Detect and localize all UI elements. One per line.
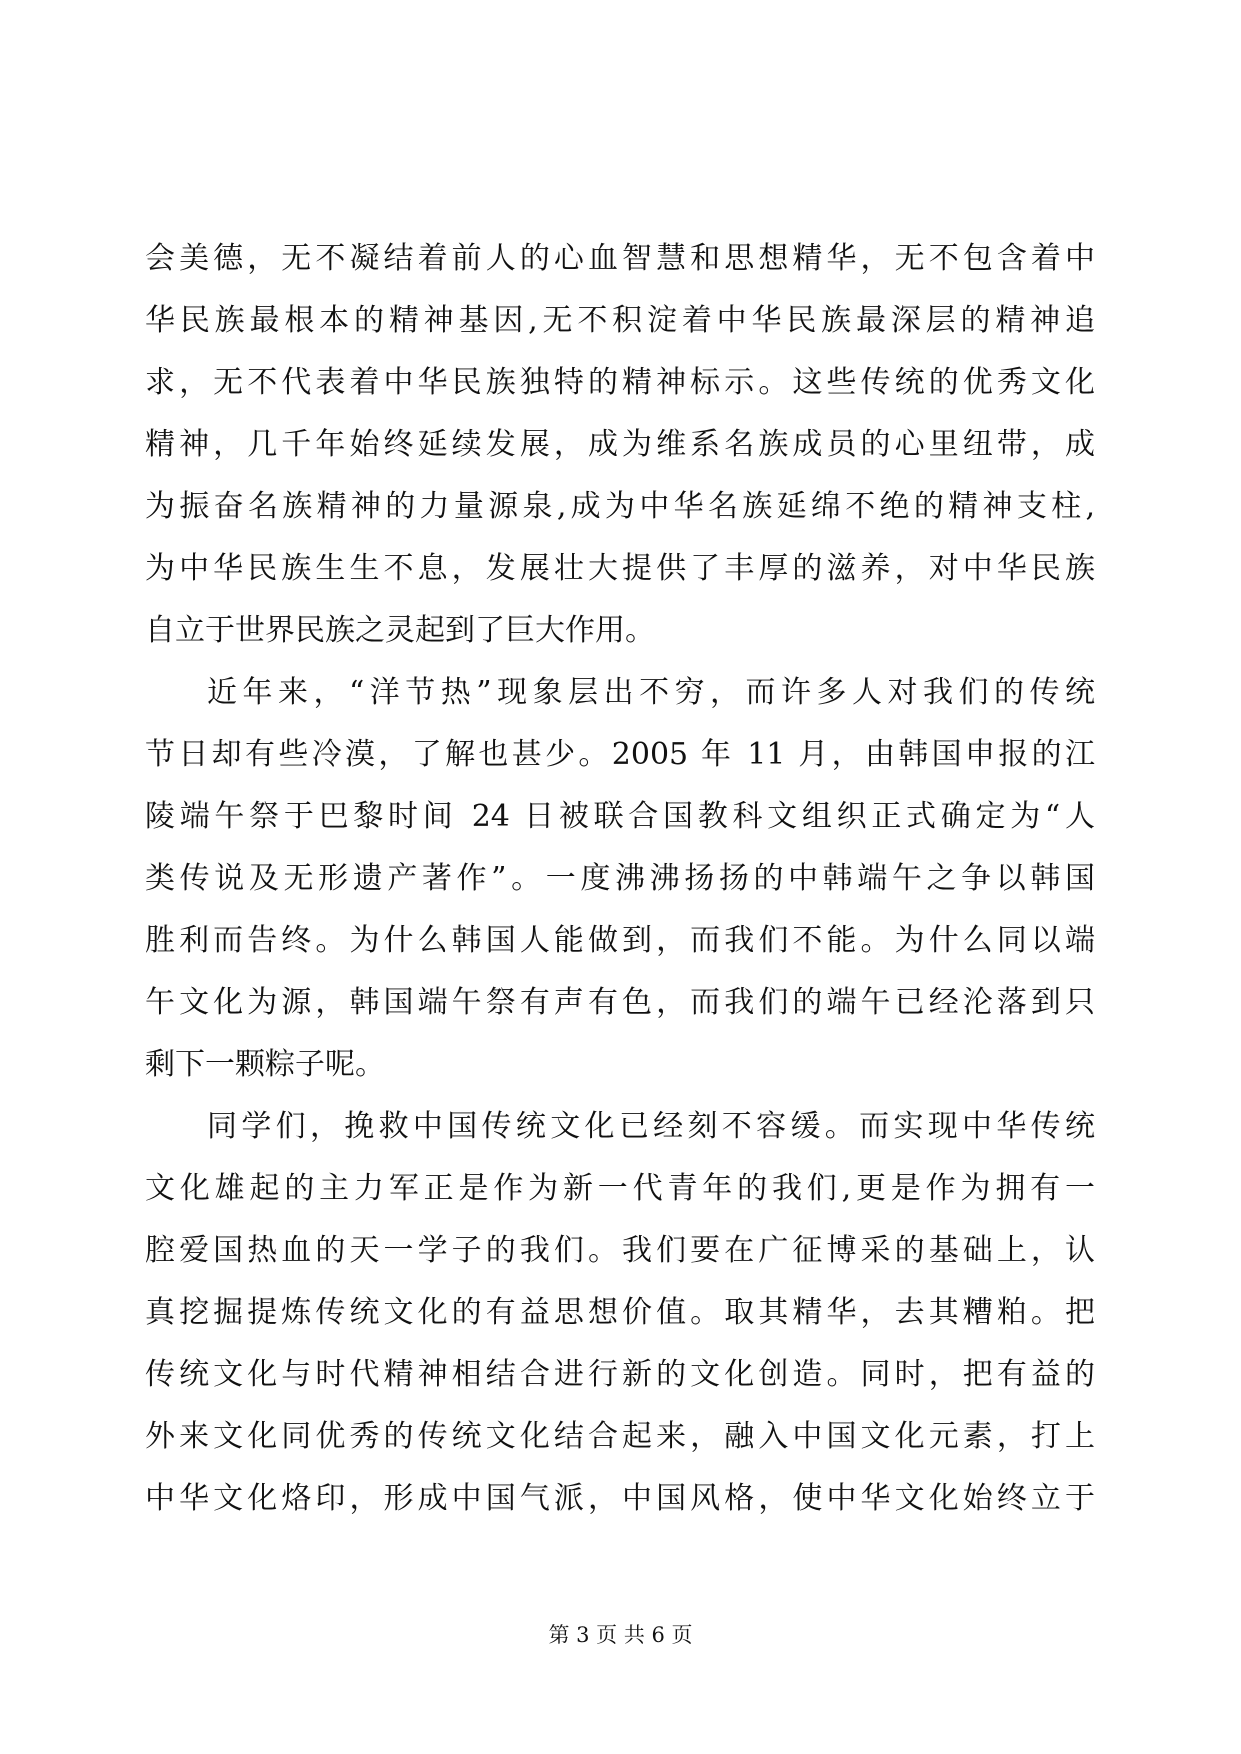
- text-line: 类传说及无形遗产著作”。一度沸沸扬扬的中韩端午之争以韩国: [145, 861, 1095, 896]
- text-line: 真挖掘提炼传统文化的有益思想价值。取其精华，去其糟粕。把: [145, 1295, 1095, 1330]
- text-line: 求，无不代表着中华民族独特的精神标示。这些传统的优秀文化: [145, 365, 1095, 400]
- page-footer: 第 3 页 共 6 页: [548, 1623, 693, 1647]
- text-line: 中华文化烙印，形成中国气派，中国风格，使中华文化始终立于: [145, 1481, 1095, 1516]
- text-line: 午文化为源，韩国端午祭有声有色，而我们的端午已经沦落到只: [145, 985, 1095, 1020]
- text-line: 为中华民族生生不息，发展壮大提供了丰厚的滋养，对中华民族: [145, 551, 1095, 586]
- text-line: 节日却有些冷漠，了解也甚少。2005 年 11 月，由韩国申报的江: [145, 737, 1095, 772]
- text-line: 外来文化同优秀的传统文化结合起来，融入中国文化元素，打上: [145, 1419, 1095, 1454]
- text-line: 华民族最根本的精神基因,无不积淀着中华民族最深层的精神追: [145, 303, 1095, 338]
- text-line: 文化雄起的主力军正是作为新一代青年的我们,更是作为拥有一: [145, 1171, 1095, 1206]
- text-line: 腔爱国热血的天一学子的我们。我们要在广征博采的基础上，认: [145, 1233, 1095, 1268]
- text-line: 胜利而告终。为什么韩国人能做到，而我们不能。为什么同以端: [145, 923, 1095, 958]
- text-line: 为振奋名族精神的力量源泉,成为中华名族延绵不绝的精神支柱,: [145, 489, 1095, 524]
- text-line: 精神，几千年始终延续发展，成为维系名族成员的心里纽带，成: [145, 427, 1095, 462]
- text-line: 会美德，无不凝结着前人的心血智慧和思想精华，无不包含着中: [145, 241, 1095, 276]
- text-line: 自立于世界民族之灵起到了巨大作用。: [145, 613, 655, 648]
- text-line: 传统文化与时代精神相结合进行新的文化创造。同时，把有益的: [145, 1357, 1095, 1392]
- text-line: 陵端午祭于巴黎时间 24 日被联合国教科文组织正式确定为“人: [145, 799, 1095, 834]
- body-text: [145, 228, 1095, 1530]
- text-line: 剩下一颗粽子呢。: [145, 1047, 385, 1082]
- text-line: 近年来，“洋节热”现象层出不穷，而许多人对我们的传统: [207, 675, 1095, 710]
- text-line: 同学们，挽救中国传统文化已经刻不容缓。而实现中华传统: [207, 1109, 1095, 1144]
